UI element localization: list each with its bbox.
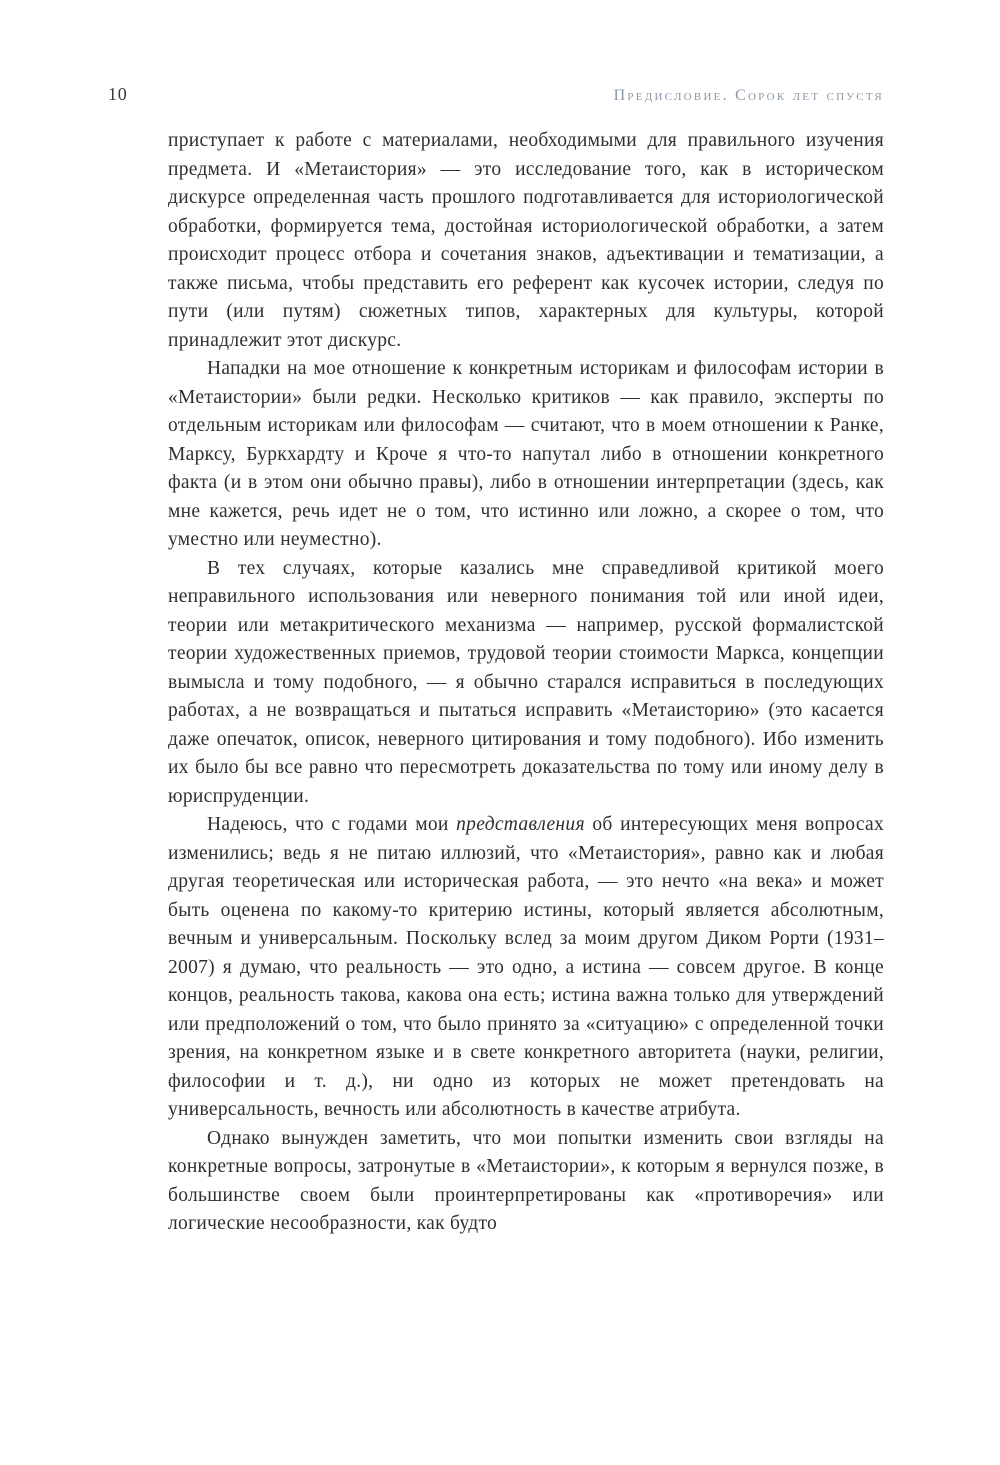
page-number: 10 <box>108 84 128 104</box>
paragraph: Однако вынужден заметить, что мои попытки изменить свои взгляды на конкретные вопросы, затронутые в «Метаистории», к которым я вернулся позже, в большинстве своем были проинтерпретированы как «противоречия» или логические несообразности, как будто <box>168 1127 884 1234</box>
paragraph-text: об интересующих меня вопросах изменились; ведь я не питаю иллюзий, что «Метаистория», равно как и любая другая теоретическая или историческая работа, — это нечто «на века» и может быть оценена по какому-то критерию истины, который является абсолютным, вечным и универсальным. Поскольку вслед за моим другом Диком Рорти (1931–2007) я думаю, что реальность — это одно, а истина — совсем другое. В конце концов, реальность такова, какова она есть; истина важна только для утверждений или предположений о том, что было принято за «ситуацию» с определенной точки зрения, на конкретном языке и в свете конкретного авторитета (науки, религии, философии и т. д.), ни одно из которых не может претендовать на универсальность, вечность или абсолютность в качестве атрибута. <box>168 814 884 1120</box>
paragraph <box>168 811 884 1125</box>
paragraph: приступает к работе с материалами, необходимыми для правильного изучения предмета. И «Метаистория» — это исследование того, как в историческом дискурсе определенная часть прошлого подготавливается для историологической обработки, формируется тема, достойная историологической обработки, а затем происходит процесс отбора и сочетания знаков, адъективации и тематизации, а также письма, чтобы представить его референт как кусочек истории, следуя по пути (или путям) сюжетных типов, характерных для культуры, которой принадлежит этот дискурс. <box>168 130 884 351</box>
emphasis-text: представления <box>456 814 585 835</box>
paragraph-text: Надеюсь, что с годами мои <box>207 814 457 835</box>
page-body <box>0 127 1000 1239</box>
paragraph: В тех случаях, которые казались мне справедливой критикой моего неправильного использования или неверного понимания той или иной идеи, теории или метакритического механизма — например, русской формалистской теории художественных приемов, трудовой теории стоимости Маркса, концепции вымысла и тому подобного, — я обычно старался исправиться в последующих работах, а не возвращаться и пытаться исправить «Метаисторию» (это касается даже опечаток, описок, неверного цитирования и тому подобного). Ибо изменить их было бы все равно что пересмотреть доказательства по тому или иному делу в юриспруденции. <box>168 557 884 807</box>
running-head-title: Предисловие. Сорок лет спустя <box>613 87 884 104</box>
paragraph: Нападки на мое отношение к конкретным историкам и философам истории в «Метаистории» были редки. Несколько критиков — как правило, эксперты по отдельным историкам или философам — считают, что в моем отношении к Ранке, Марксу, Буркхардту и Кроче я что-то напутал либо в отношении конкретного факта (и в этом они обычно правы), либо в отношении интерпретации (здесь, как мне кажется, речь идет не о том, что истинно или ложно, а скорее о том, что уместно или неуместно). <box>168 358 884 550</box>
running-header <box>0 84 1000 105</box>
